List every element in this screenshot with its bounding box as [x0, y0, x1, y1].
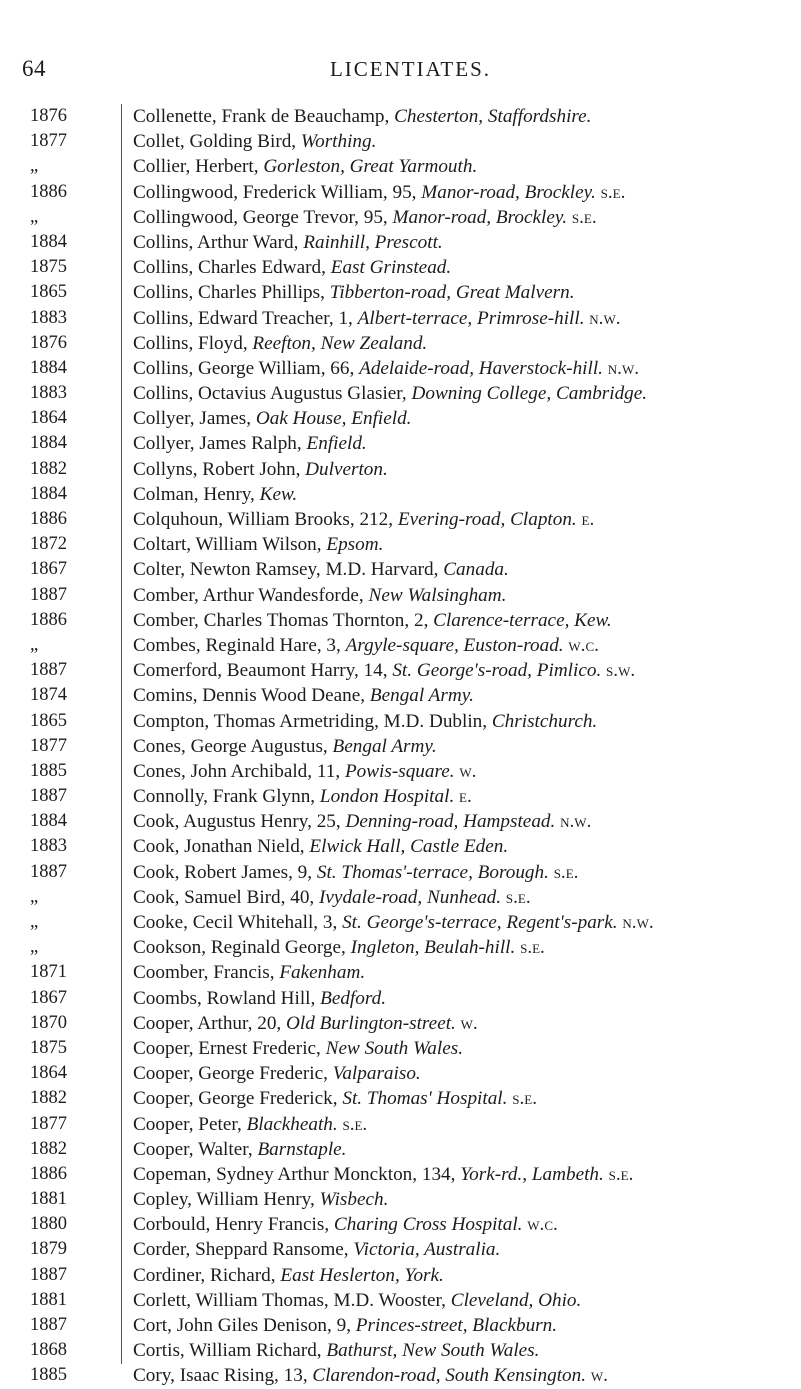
entry-text	[133, 935, 545, 960]
entry-text	[133, 154, 477, 179]
licentiate-address: New South Wales.	[325, 1037, 463, 1059]
licentiate-address: Princes-street, Blackburn.	[355, 1315, 558, 1336]
entry-text	[133, 180, 625, 205]
list-item	[0, 809, 801, 834]
licentiate-address: Downing College, Cambridge.	[411, 383, 648, 405]
entry-text	[133, 608, 612, 633]
postal-district: n.w.	[589, 307, 621, 329]
year-of-licence: 1865	[30, 710, 67, 731]
list-item	[0, 885, 801, 910]
year-of-licence: 1883	[30, 307, 67, 328]
licentiate-name: Cort, John Giles Denison, 9,	[133, 1315, 351, 1336]
year-of-licence: 1884	[30, 231, 67, 252]
licentiate-address: Old Burlington-street.	[286, 1012, 456, 1034]
year-of-licence: 1884	[30, 357, 67, 378]
entry-text	[133, 532, 383, 557]
year-of-licence: 1870	[30, 1012, 67, 1033]
entry-text	[133, 356, 639, 381]
list-item	[0, 986, 801, 1011]
list-item	[0, 1263, 801, 1288]
licentiate-address: Cleveland, Ohio.	[450, 1289, 582, 1311]
list-item	[0, 1112, 801, 1137]
year-of-licence: 1883	[30, 383, 67, 404]
entry-text	[133, 1137, 346, 1162]
year-of-licence: „	[30, 937, 39, 958]
list-item	[0, 1288, 801, 1313]
list-item	[0, 1086, 801, 1111]
list-item	[0, 205, 801, 230]
licentiate-name: Collins, Charles Edward,	[133, 257, 326, 279]
licentiate-name: Cory, Isaac Rising, 13,	[133, 1365, 308, 1387]
entry-text	[133, 809, 591, 834]
licentiate-address: Blackheath.	[246, 1113, 338, 1135]
entry-text	[133, 1086, 537, 1111]
entry-text	[133, 431, 367, 456]
postal-district: w.c.	[568, 634, 599, 656]
entry-text	[133, 1237, 500, 1262]
list-item	[0, 431, 801, 456]
list-item	[0, 457, 801, 482]
list-item	[0, 910, 801, 935]
year-of-licence: 1868	[30, 1340, 67, 1361]
postal-district: s.e.	[520, 937, 545, 959]
year-of-licence: 1883	[30, 836, 67, 857]
licentiate-name: Cook, Augustus Henry, 25,	[133, 811, 341, 833]
licentiate-address: Ingleton, Beulah-hill.	[350, 937, 516, 959]
year-of-licence: 1865	[30, 282, 67, 303]
postal-district: s.e.	[553, 861, 579, 883]
postal-district: s.e.	[571, 206, 597, 228]
postal-district: n.w.	[607, 357, 640, 379]
year-of-licence: 1881	[30, 1189, 67, 1210]
entry-text	[133, 381, 647, 406]
list-item	[0, 860, 801, 885]
year-of-licence: 1884	[30, 483, 67, 504]
year-of-licence: 1877	[30, 131, 67, 152]
year-of-licence: 1874	[30, 685, 67, 706]
year-of-licence: 1877	[30, 735, 67, 756]
licentiate-address: Fakenham.	[279, 962, 366, 984]
year-of-licence: 1879	[30, 1239, 67, 1260]
licentiate-name: Cortis, William Richard,	[133, 1340, 322, 1362]
licentiate-name: Cooper, George Frederic,	[133, 1063, 328, 1085]
licentiate-name: Cones, John Archibald, 11,	[133, 760, 341, 782]
licentiate-address: St. Thomas' Hospital.	[342, 1088, 508, 1110]
list-item	[0, 154, 801, 179]
licentiate-name: Collins, Charles Phillips,	[133, 282, 325, 304]
licentiate-name: Copeman, Sydney Arthur Monckton, 134,	[133, 1163, 456, 1185]
licentiate-address: London Hospital.	[319, 786, 455, 808]
entry-text	[133, 280, 575, 305]
year-of-licence: 1876	[30, 332, 67, 353]
licentiate-address: Charing Cross Hospital.	[333, 1214, 523, 1236]
year-of-licence: 1872	[30, 534, 67, 555]
licentiate-address: New Walsingham.	[368, 584, 507, 606]
licentiate-name: Collier, Herbert,	[133, 156, 259, 178]
list-item	[0, 658, 801, 683]
licentiate-name: Cooper, Peter,	[133, 1113, 242, 1135]
licentiate-name: Comber, Charles Thomas Thornton, 2,	[133, 609, 429, 631]
licentiate-address: Wisbech.	[319, 1189, 389, 1211]
licentiate-name: Corder, Sheppard Ransome,	[133, 1239, 349, 1261]
licentiate-name: Cook, Samuel Bird, 40,	[133, 886, 315, 908]
entry-text	[133, 507, 594, 532]
year-of-licence: 1885	[30, 1365, 67, 1386]
entry-text	[133, 759, 476, 784]
year-of-licence: 1885	[30, 760, 67, 781]
list-item	[0, 104, 801, 129]
entry-text	[133, 1187, 388, 1212]
licentiate-name: Colquhoun, William Brooks, 212,	[133, 509, 394, 530]
licentiate-name: Collins, Arthur Ward,	[133, 231, 299, 253]
licentiate-address: Bathurst, New South Wales.	[326, 1340, 540, 1362]
list-item	[0, 1338, 801, 1363]
entry-text	[133, 331, 427, 356]
licentiate-address: Christchurch.	[491, 710, 598, 732]
list-item	[0, 356, 801, 381]
list-item	[0, 608, 801, 633]
licentiate-address: Worthing.	[300, 131, 377, 153]
year-of-licence: „	[30, 156, 39, 177]
year-of-licence: 1882	[30, 458, 67, 479]
entry-text	[133, 1338, 539, 1363]
licentiate-address: Enfield.	[306, 433, 367, 455]
list-item	[0, 759, 801, 784]
postal-district: s.w.	[606, 660, 636, 682]
entry-text	[133, 255, 451, 280]
list-item	[0, 557, 801, 582]
licentiate-name: Corlett, William Thomas, M.D. Wooster,	[133, 1289, 446, 1311]
list-item	[0, 1187, 801, 1212]
entry-text	[133, 129, 376, 154]
licentiate-name: Collins, George William, 66,	[133, 357, 355, 379]
licentiate-name: Connolly, Frank Glynn,	[133, 786, 316, 808]
postal-district: s.e.	[505, 886, 531, 908]
licentiate-name: Cordiner, Richard,	[133, 1264, 276, 1286]
year-of-licence: 1886	[30, 181, 67, 202]
year-of-licence: 1867	[30, 559, 67, 580]
year-of-licence: 1875	[30, 257, 67, 278]
list-item	[0, 129, 801, 154]
year-of-licence: „	[30, 886, 39, 907]
licentiate-name: Collins, Octavius Augustus Glasier,	[133, 383, 407, 405]
entry-text	[133, 557, 509, 582]
postal-district: s.e.	[600, 181, 626, 203]
entry-text	[133, 960, 365, 985]
entry-text	[133, 104, 591, 129]
licentiate-name: Collenette, Frank de Beauchamp,	[133, 106, 390, 127]
licentiate-address: Dulverton.	[305, 458, 388, 480]
year-of-licence: 1882	[30, 1088, 67, 1109]
entry-text	[133, 986, 386, 1011]
entry-text	[133, 885, 531, 910]
year-of-licence: 1884	[30, 433, 67, 454]
licentiate-name: Cooper, Arthur, 20,	[133, 1012, 282, 1034]
list-item	[0, 1162, 801, 1187]
list-item	[0, 1313, 801, 1338]
licentiate-address: Victoria, Australia.	[353, 1239, 501, 1261]
licentiate-address: Bengal Army.	[332, 735, 437, 757]
list-item	[0, 306, 801, 331]
licentiate-name: Cooper, Ernest Frederic,	[133, 1037, 321, 1059]
licentiate-address: Chesterton, Staffordshire.	[394, 106, 592, 127]
licentiate-name: Collyer, James Ralph,	[133, 433, 302, 455]
licentiate-name: Cookson, Reginald George,	[133, 937, 346, 959]
licentiate-address: Denning-road, Hampstead.	[345, 811, 556, 833]
list-item	[0, 381, 801, 406]
licentiate-name: Cooke, Cecil Whitehall, 3,	[133, 912, 338, 933]
entry-text	[133, 1112, 367, 1137]
entry-text	[133, 406, 411, 431]
list-item	[0, 784, 801, 809]
entry-text	[133, 205, 597, 230]
postal-district: s.e.	[608, 1163, 634, 1185]
year-of-licence: 1864	[30, 1063, 67, 1084]
list-item	[0, 255, 801, 280]
licentiate-address: Albert-terrace, Primrose-hill.	[357, 307, 585, 329]
list-item	[0, 1011, 801, 1036]
entry-text	[133, 1288, 581, 1313]
year-of-licence: 1886	[30, 609, 67, 630]
list-item	[0, 532, 801, 557]
year-of-licence: 1886	[30, 509, 67, 529]
licentiate-name: Compton, Thomas Armetriding, M.D. Dublin,	[133, 710, 488, 732]
entry-text	[133, 1313, 557, 1338]
list-item	[0, 1061, 801, 1086]
entry-text	[133, 658, 635, 683]
year-of-licence: 1877	[30, 1113, 67, 1134]
year-of-licence: 1867	[30, 987, 67, 1008]
licentiate-name: Collyer, James,	[133, 408, 252, 430]
licentiate-name: Colman, Henry,	[133, 483, 255, 505]
year-of-licence: 1882	[30, 1138, 67, 1159]
list-item	[0, 331, 801, 356]
page-number: 64	[22, 56, 46, 81]
licentiate-name: Cook, Robert James, 9,	[133, 861, 313, 883]
licentiate-address: Adelaide-road, Haverstock-hill.	[359, 357, 603, 379]
year-of-licence: 1880	[30, 1214, 67, 1235]
postal-district: e.	[581, 509, 595, 530]
entry-text	[133, 1212, 558, 1237]
postal-district: e.	[459, 786, 472, 808]
postal-district: s.e.	[512, 1088, 537, 1110]
list-item	[0, 507, 801, 532]
year-of-licence: „	[30, 634, 39, 655]
list-item	[0, 1137, 801, 1162]
list-item	[0, 1237, 801, 1262]
year-of-licence: 1871	[30, 962, 67, 983]
licentiate-name: Cooper, George Frederick,	[133, 1088, 338, 1110]
running-head: LICENTIATES.	[329, 57, 492, 81]
list-item	[0, 1212, 801, 1237]
list-item	[0, 683, 801, 708]
entry-text	[133, 860, 578, 885]
licentiate-address: Reefton, New Zealand.	[252, 332, 428, 354]
list-item	[0, 583, 801, 608]
entry-text	[133, 633, 599, 658]
entry-text	[133, 1036, 463, 1061]
entry-text	[133, 230, 443, 255]
list-item	[0, 230, 801, 255]
licentiate-name: Comerford, Beaumont Harry, 14,	[133, 660, 388, 682]
licentiate-address: Powis-square.	[344, 760, 455, 782]
postal-district: n.w.	[622, 912, 654, 933]
licentiate-address: Valparaiso.	[332, 1063, 421, 1085]
year-of-licence: 1887	[30, 861, 67, 882]
licentiate-address: Clarendon-road, South Kensington.	[312, 1365, 587, 1387]
licentiate-name: Collet, Golding Bird,	[133, 131, 297, 153]
entry-text	[133, 1011, 478, 1036]
year-of-licence: 1886	[30, 1163, 67, 1184]
licentiate-address: Argyle-square, Euston-road.	[345, 634, 564, 656]
licentiate-name: Colter, Newton Ramsey, M.D. Harvard,	[133, 559, 439, 581]
licentiate-address: Bengal Army.	[369, 685, 474, 707]
licentiate-address: Manor-road, Brockley.	[421, 181, 596, 203]
year-of-licence: 1876	[30, 106, 67, 126]
postal-district: w.	[590, 1365, 608, 1387]
licentiate-name: Corbould, Henry Francis,	[133, 1214, 330, 1236]
licentiate-name: Copley, William Henry,	[133, 1189, 315, 1211]
licentiate-name: Comber, Arthur Wandesforde,	[133, 584, 364, 606]
postal-district: w.c.	[527, 1214, 558, 1236]
postal-district: w.	[459, 760, 477, 782]
licentiate-address: Rainhill, Prescott.	[303, 231, 443, 253]
entry-text	[133, 1363, 608, 1388]
entry-text	[133, 1162, 633, 1187]
licentiate-name: Coombs, Rowland Hill,	[133, 987, 316, 1009]
licentiate-name: Coomber, Francis,	[133, 962, 275, 984]
licentiate-name: Collyns, Robert John,	[133, 458, 301, 480]
licentiate-name: Cones, George Augustus,	[133, 735, 328, 757]
entry-text	[133, 734, 437, 759]
entry-text	[133, 834, 508, 859]
list-item	[0, 482, 801, 507]
list-item	[0, 1363, 801, 1388]
year-of-licence: 1887	[30, 1264, 67, 1285]
licentiate-address: Epsom.	[326, 534, 384, 556]
licentiate-address: Clarence-terrace, Kew.	[433, 609, 612, 631]
licentiate-address: Ivydale-road, Nunhead.	[319, 886, 502, 908]
licentiate-address: Canada.	[443, 559, 509, 581]
licentiate-address: St. Thomas'-terrace, Borough.	[316, 861, 549, 883]
year-of-licence: 1875	[30, 1037, 67, 1058]
licentiate-address: Evering-road, Clapton.	[397, 509, 577, 530]
licentiate-address: Tibberton-road, Great Malvern.	[329, 282, 575, 304]
licentiate-address: Manor-road, Brockley.	[392, 206, 568, 228]
licentiate-address: Gorleston, Great Yarmouth.	[263, 156, 478, 178]
licentiate-name: Coltart, William Wilson,	[133, 534, 322, 556]
list-item	[0, 960, 801, 985]
list-item	[0, 406, 801, 431]
year-of-licence: 1887	[30, 584, 67, 605]
year-of-licence: 1884	[30, 811, 67, 832]
entry-text	[133, 709, 597, 734]
licentiate-address: Bedford.	[320, 987, 386, 1009]
licentiate-name: Combes, Reginald Hare, 3,	[133, 634, 341, 656]
year-of-licence: 1881	[30, 1289, 67, 1310]
entry-text	[133, 482, 297, 507]
licentiate-name: Collingwood, Frederick William, 95,	[133, 181, 417, 203]
list-item	[0, 834, 801, 859]
postal-district: n.w.	[560, 811, 592, 833]
licentiate-name: Collingwood, George Trevor, 95,	[133, 206, 388, 228]
year-of-licence: 1864	[30, 408, 67, 429]
licentiate-address: Kew.	[259, 483, 298, 505]
licentiate-address: Oak House, Enfield.	[255, 408, 412, 430]
list-item	[0, 180, 801, 205]
licentiate-address: Barnstaple.	[257, 1138, 347, 1160]
list-item	[0, 1036, 801, 1061]
licentiate-address: St. George's-terrace, Regent's-park.	[342, 912, 618, 933]
licentiate-address: East Grinstead.	[330, 257, 452, 279]
licentiate-name: Collins, Floyd,	[133, 332, 248, 354]
licentiate-name: Cooper, Walter,	[133, 1138, 253, 1160]
entry-text	[133, 683, 474, 708]
list-item	[0, 734, 801, 759]
licentiate-name: Cook, Jonathan Nield,	[133, 836, 305, 858]
year-of-licence: „	[30, 206, 39, 227]
list-item	[0, 280, 801, 305]
year-of-licence: 1887	[30, 1315, 67, 1335]
entry-text	[133, 910, 654, 935]
year-of-licence: „	[30, 912, 39, 932]
list-item	[0, 633, 801, 658]
year-of-licence: 1887	[30, 660, 67, 681]
entry-text	[133, 583, 506, 608]
licentiate-address: St. George's-road, Pimlico.	[392, 660, 602, 682]
year-of-licence: 1887	[30, 786, 67, 807]
postal-district: w.	[460, 1012, 478, 1034]
licentiate-list	[0, 104, 801, 1389]
licentiate-address: Elwick Hall, Castle Eden.	[309, 836, 509, 858]
entry-text	[133, 784, 472, 809]
licentiate-name: Collins, Edward Treacher, 1,	[133, 307, 353, 329]
postal-district: s.e.	[342, 1113, 368, 1135]
list-item	[0, 709, 801, 734]
entry-text	[133, 1061, 421, 1086]
licentiate-address: East Heslerton, York.	[280, 1264, 444, 1286]
entry-text	[133, 1263, 444, 1288]
entry-text	[133, 306, 621, 331]
list-item	[0, 935, 801, 960]
entry-text	[133, 457, 388, 482]
licentiate-address: York-rd., Lambeth.	[460, 1163, 604, 1185]
licentiate-name: Comins, Dennis Wood Deane,	[133, 685, 366, 707]
